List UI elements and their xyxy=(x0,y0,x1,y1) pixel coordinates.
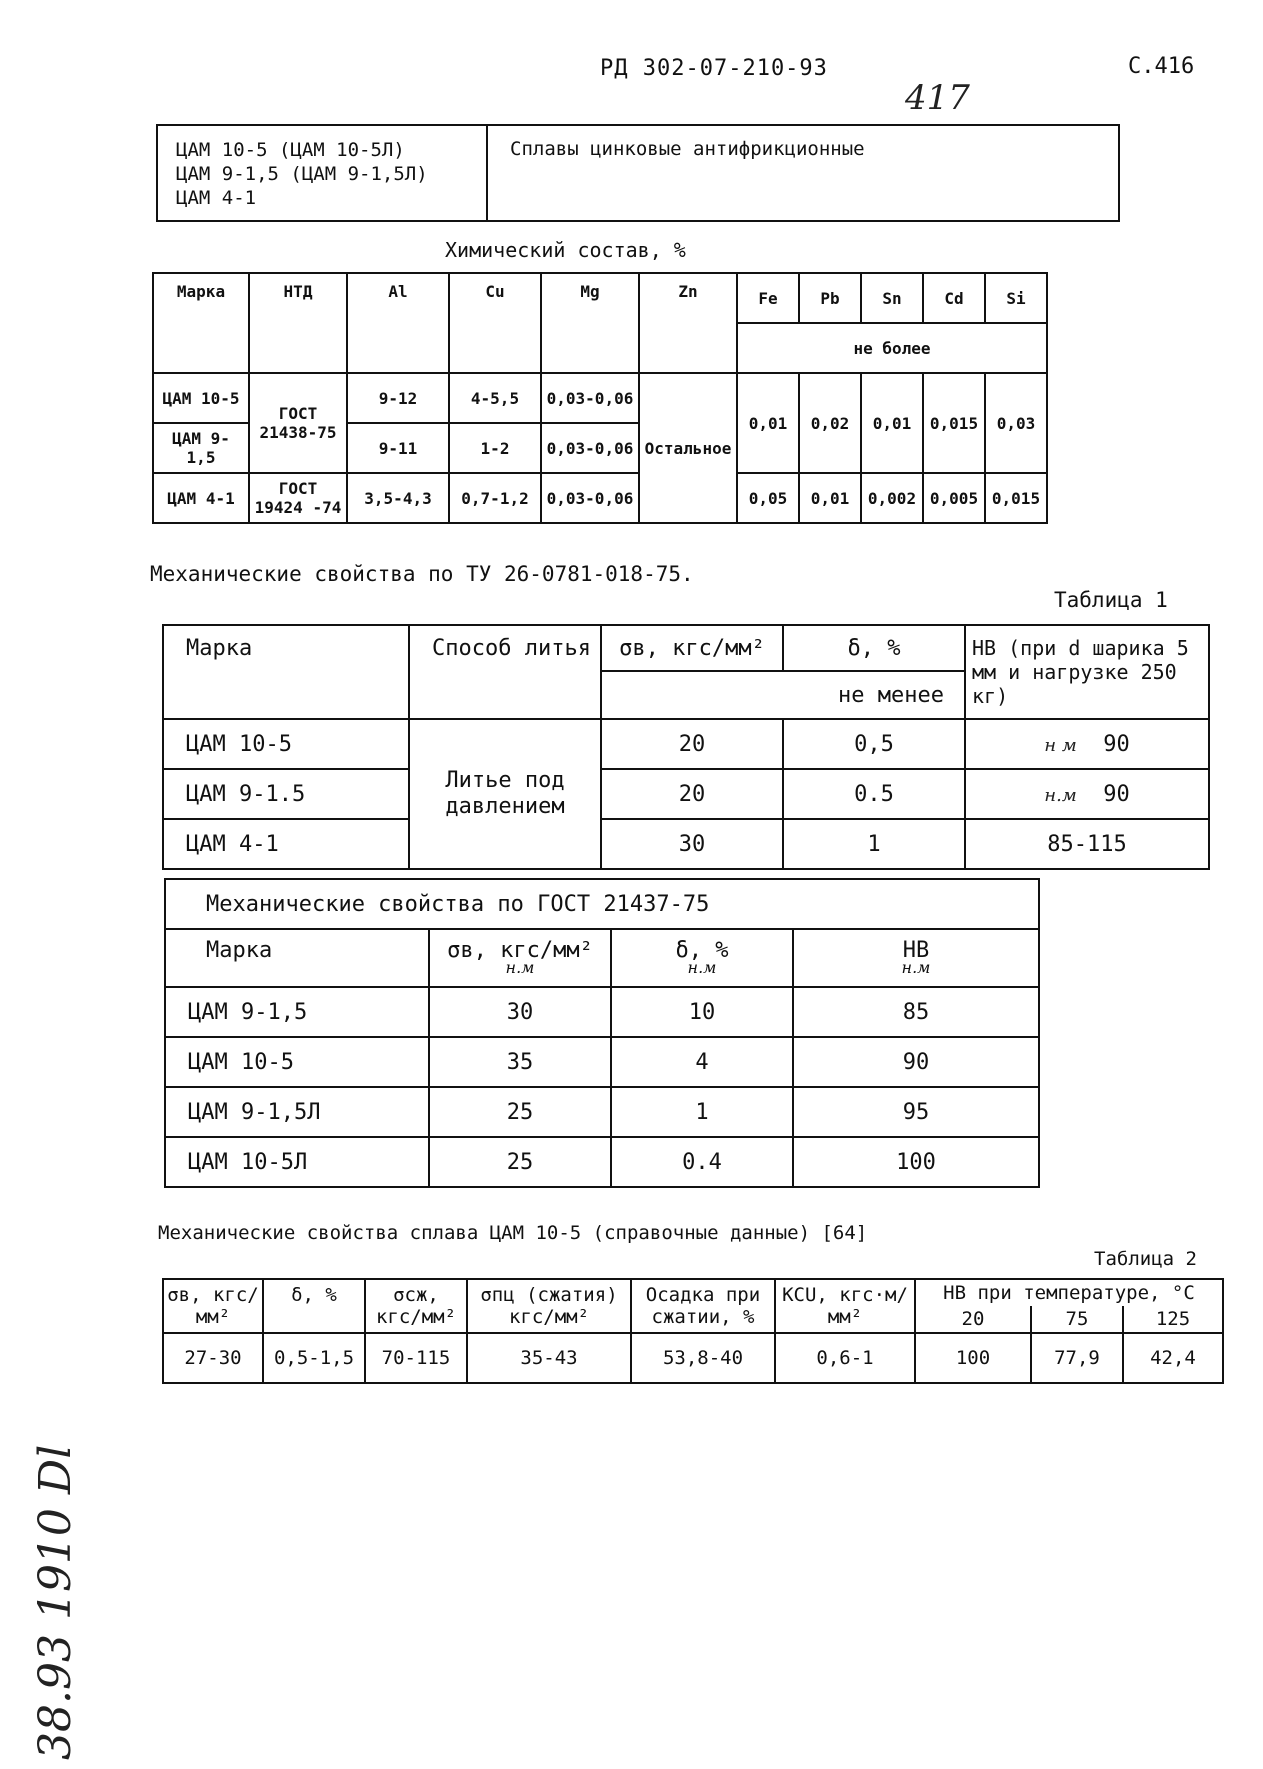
temp-cell: 75 xyxy=(1031,1306,1123,1333)
handwritten-note: н.м xyxy=(901,958,931,977)
header-cell xyxy=(611,929,793,987)
d-cell: 4 xyxy=(611,1037,793,1087)
fe-cell: 0,01 xyxy=(737,373,799,473)
table2-label: Таблица 2 xyxy=(1094,1248,1197,1270)
header-cell: Sn xyxy=(861,273,923,323)
header-cell: σв, кгс/мм² xyxy=(601,625,783,671)
si-cell: 0,03 xyxy=(985,373,1047,473)
header-cell: σв, кгс/мм² xyxy=(163,1279,263,1333)
header-cell xyxy=(793,929,1039,987)
hb-cell: 85-115 xyxy=(965,819,1209,869)
header-text: σв, кгс/мм² xyxy=(447,938,593,963)
mech-properties-table-1 xyxy=(162,624,1210,870)
grade-cell: ЦАМ 4-1 xyxy=(153,473,249,523)
header-cell: Al xyxy=(347,273,449,373)
hb-value: 90 xyxy=(1103,731,1130,757)
header-cell: Pb xyxy=(799,273,861,323)
cu-cell: 0,7-1,2 xyxy=(449,473,541,523)
method-cell: Литье под давлением xyxy=(409,719,601,869)
alloy-description: Сплавы цинковые антифрикционные xyxy=(510,138,865,160)
cd-cell: 0,015 xyxy=(923,373,985,473)
d-cell: 1 xyxy=(783,819,965,869)
header-cell xyxy=(429,929,611,987)
header-cell: Способ литья xyxy=(409,625,601,719)
cu-cell: 4-5,5 xyxy=(449,373,541,423)
grade-line: ЦАМ 9-1,5 (ЦАМ 9-1,5Л) xyxy=(176,163,428,185)
temp-cell: 20 xyxy=(915,1306,1031,1333)
header-cell: Zn xyxy=(639,273,737,373)
document-code: РД 302-07-210-93 xyxy=(600,56,828,81)
grade-cell: ЦАМ 10-5 xyxy=(153,373,249,423)
value-cell: 53,8-40 xyxy=(631,1333,775,1383)
d-cell: 0,5 xyxy=(783,719,965,769)
header-cell: НТД xyxy=(249,273,347,373)
grade-cell: ЦАМ 9-1,5 xyxy=(153,423,249,473)
sb-cell: 30 xyxy=(429,987,611,1037)
d-cell: 0.5 xyxy=(783,769,965,819)
hb-cell: 100 xyxy=(793,1137,1039,1187)
sb-cell: 25 xyxy=(429,1137,611,1187)
handwritten-note: н м xyxy=(1044,734,1077,756)
header-cell: Осадка при сжатии, % xyxy=(631,1279,775,1333)
header-cell: Si xyxy=(985,273,1047,323)
header-cell: δ, % xyxy=(263,1279,365,1333)
sb-cell: 25 xyxy=(429,1087,611,1137)
handwritten-note: н.м xyxy=(1044,784,1077,806)
zn-cell: Остальное xyxy=(639,373,737,523)
value-cell: 0,6-1 xyxy=(775,1333,915,1383)
reference-properties-table xyxy=(162,1278,1224,1384)
table1-label: Таблица 1 xyxy=(1054,588,1168,612)
mech3-caption: Механические свойства сплава ЦАМ 10-5 (справочные данные) [64] xyxy=(158,1222,868,1244)
header-cell: НВ (при d шарика 5 мм и нагрузке 250 кг) xyxy=(965,625,1209,719)
mech2-caption: Механические свойства по ГОСТ 21437-75 xyxy=(165,879,1039,929)
al-cell: 9-11 xyxy=(347,423,449,473)
hb-cell xyxy=(965,719,1209,769)
grade-cell: ЦАМ 9-1.5 xyxy=(163,769,409,819)
al-cell: 3,5-4,3 xyxy=(347,473,449,523)
hb-cell xyxy=(965,769,1209,819)
margin-handwriting: 38.93 1910 Dl xyxy=(30,1444,81,1760)
grade-cell: ЦАМ 4-1 xyxy=(163,819,409,869)
si-cell: 0,015 xyxy=(985,473,1047,523)
grade-cell: ЦАМ 9-1,5 xyxy=(165,987,429,1037)
temp-cell: 125 xyxy=(1123,1306,1223,1333)
header-text: δ, % xyxy=(675,938,729,963)
grade-cell: ЦАМ 10-5Л xyxy=(165,1137,429,1187)
title-box xyxy=(156,124,1120,222)
chem-caption: Химический состав, % xyxy=(445,238,686,262)
sb-cell: 20 xyxy=(601,769,783,819)
value-cell: 0,5-1,5 xyxy=(263,1333,365,1383)
d-cell: 10 xyxy=(611,987,793,1037)
not-less-label: не менее xyxy=(601,671,965,719)
not-more-label: не более xyxy=(737,323,1047,373)
mg-cell: 0,03-0,06 xyxy=(541,423,639,473)
page-number: С.416 xyxy=(1128,54,1195,79)
header-cell: Марка xyxy=(153,273,249,373)
header-cell: σпц (сжатия) кгс/мм² xyxy=(467,1279,631,1333)
chem-composition-table xyxy=(152,272,1048,524)
handwritten-page-number: 417 xyxy=(905,78,970,118)
grade-cell: ЦАМ 10-5 xyxy=(163,719,409,769)
grade-list xyxy=(158,126,488,220)
value-cell: 35-43 xyxy=(467,1333,631,1383)
value-cell: 70-115 xyxy=(365,1333,467,1383)
header-cell: σсж, кгс/мм² xyxy=(365,1279,467,1333)
hb-cell: 85 xyxy=(793,987,1039,1037)
sb-cell: 30 xyxy=(601,819,783,869)
header-cell: Mg xyxy=(541,273,639,373)
pb-cell: 0,01 xyxy=(799,473,861,523)
mech-properties-table-2 xyxy=(164,878,1040,1188)
header-cell: Cd xyxy=(923,273,985,323)
header-cell: δ, % xyxy=(783,625,965,671)
sn-cell: 0,002 xyxy=(861,473,923,523)
grade-line: ЦАМ 10-5 (ЦАМ 10-5Л) xyxy=(176,139,405,161)
pb-cell: 0,02 xyxy=(799,373,861,473)
handwritten-note: н.м xyxy=(687,958,717,977)
d-cell: 0.4 xyxy=(611,1137,793,1187)
value-cell: 27-30 xyxy=(163,1333,263,1383)
hb-cell: 90 xyxy=(793,1037,1039,1087)
header-cell: Fe xyxy=(737,273,799,323)
sb-cell: 35 xyxy=(429,1037,611,1087)
d-cell: 1 xyxy=(611,1087,793,1137)
handwritten-note: н.м xyxy=(505,958,535,977)
sn-cell: 0,01 xyxy=(861,373,923,473)
header-cell: Cu xyxy=(449,273,541,373)
value-cell: 77,9 xyxy=(1031,1333,1123,1383)
hb-value: 90 xyxy=(1103,781,1130,807)
value-cell: 42,4 xyxy=(1123,1333,1223,1383)
grade-line: ЦАМ 4-1 xyxy=(176,187,257,209)
mech1-caption: Механические свойства по ТУ 26-0781-018-75. xyxy=(150,562,694,586)
al-cell: 9-12 xyxy=(347,373,449,423)
fe-cell: 0,05 xyxy=(737,473,799,523)
grade-cell: ЦАМ 9-1,5Л xyxy=(165,1087,429,1137)
sb-cell: 20 xyxy=(601,719,783,769)
mg-cell: 0,03-0,06 xyxy=(541,373,639,423)
hb-cell: 95 xyxy=(793,1087,1039,1137)
grade-cell: ЦАМ 10-5 xyxy=(165,1037,429,1087)
ntd-cell: ГОСТ 21438-75 xyxy=(249,373,347,473)
header-cell: KCU, кгс·м/мм² xyxy=(775,1279,915,1333)
header-cell: Марка xyxy=(163,625,409,719)
header-cell: НВ при температуре, °С xyxy=(915,1279,1223,1306)
header-text: НВ xyxy=(902,938,930,963)
cu-cell: 1-2 xyxy=(449,423,541,473)
ntd-cell: ГОСТ 19424 -74 xyxy=(249,473,347,523)
value-cell: 100 xyxy=(915,1333,1031,1383)
header-cell: Марка xyxy=(165,929,429,987)
mg-cell: 0,03-0,06 xyxy=(541,473,639,523)
cd-cell: 0,005 xyxy=(923,473,985,523)
